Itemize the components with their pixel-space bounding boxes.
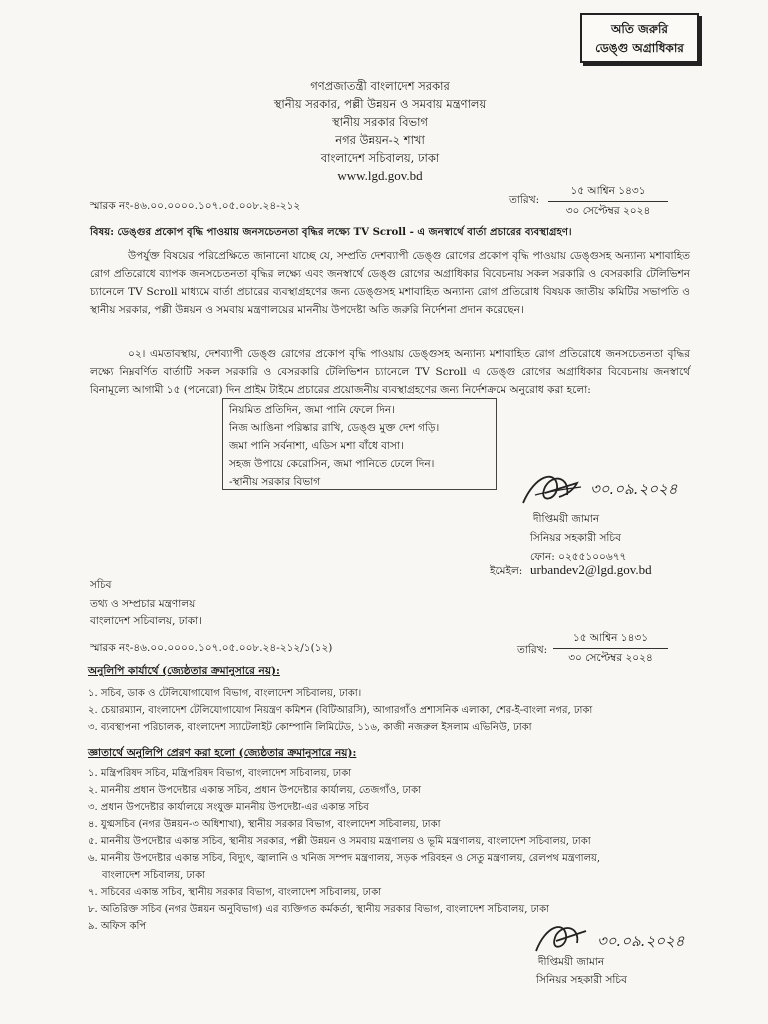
priority-line-2: ডেঙ্গু অগ্রাধিকার [595, 41, 684, 55]
date-label-2: তারিখ: [517, 644, 548, 656]
date-gregorian-2: ৩০ সেপ্টেম্বর ২০২৪ [568, 652, 653, 664]
header-ministry: স্থানীয় সরকার, পল্লী উন্নয়ন ও সমবায় মন্ত্রণালয় [273, 97, 487, 111]
list-item: ১. সচিব, ডাক ও টেলিযোগাযোগ বিভাগ, বাংলাদেশ সচিবালয়, ঢাকা। [88, 688, 362, 699]
body-paragraph-1: উপর্যুক্ত বিষয়ের পরিপ্রেক্ষিতে জানানো যাচ্ছে যে, সম্প্রতি দেশব্যাপী ডেঙ্গু রোগের প্রকোপ বৃদ্ধি পাওয়ায় ডেঙ্গুসহ অন্যান্য মশাবাহিত রোগ প্রতিরোধে ব্যাপক জনসচেতনতা বৃদ্ধির লক্ষ্যে এবং জনস্বার্থে ডেঙ্গু রোগের অগ্রাধিকার বিবেচনায় সকল সরকারি ও বেসরকারি টেলিভিশন চ্যানেলে TV Scroll মাধ্যমে বার্তা প্রচারের ব্যবস্থাগ্রহণের জন্য ডেঙ্গুসহ মশাবাহিত অন্যান্য রোগ প্রতিরোধ বিষয়ক জাতীয় কমিটির সভাপতি ও স্থানীয় সরকার, পল্লী উন্নয়ন ও সমবায় মন্ত্রণালয়ের মাননীয় উপদেষ্টা অতি জরুরি নির্দেশনা প্রদান করেছেন। [90, 250, 690, 316]
header-division: স্থানীয় সরকার বিভাগ [332, 115, 428, 129]
memo-reference: স্মারক নং-৪৬.০০.০০০০.১০৭.০৫.০০৮.২৪-২১২ [90, 200, 301, 212]
priority-stamp [580, 13, 699, 63]
tv-scroll-message-box [222, 398, 497, 490]
message-line: জমা পানি সর্বনাশা, এডিস মশা বাঁধে বাসা। [229, 440, 404, 452]
list-item: ২. মাননীয় প্রধান উপদেষ্টার একান্ত সচিব, প্রধান উপদেষ্টার কার্যালয়, তেজগাঁও, ঢাকা [88, 785, 422, 796]
signatory-name-2: দীপ্তিময়ী জামান [538, 956, 605, 968]
recipient-address: বাংলাদেশ সচিবালয়, ঢাকা। [90, 615, 202, 627]
copy-action-heading: অনুলিপি কার্যার্থে (জ্যেষ্ঠতার ক্রমানুসারে নয়): [88, 665, 280, 677]
memo-reference-2: স্মারক নং-৪৬.০০.০০০০.১০৭.০৫.০০৮.২৪-২১২/১(১২) [90, 642, 333, 654]
list-item: ৮. অতিরিক্ত সচিব (নগর উন্নয়ন অনুবিভাগ) এর ব্যক্তিগত কর্মকর্তা, স্থানীয় সরকার বিভাগ, বাংলাদেশ সচিবালয়, ঢাকা [88, 904, 550, 915]
priority-line-1: অতি জরুরি [611, 22, 668, 36]
date-bangla-2: ১৫ আশ্বিন ১৪৩১ [553, 631, 668, 649]
header-branch: নগর উন্নয়ন-২ শাখা [335, 133, 425, 147]
signatory-email-label: ইমেইল: [490, 565, 523, 577]
date-gregorian: ৩০ সেপ্টেম্বর ২০২৪ [565, 205, 651, 217]
message-line: সহজ উপায়ে কেরোসিন, জমা পানিতে ঢেলে দিন। [229, 458, 435, 470]
recipient-title: সচিব [90, 579, 112, 591]
copy-info-heading: জ্ঞাতার্থে অনুলিপি প্রেরণ করা হলো (জ্যেষ্ঠতার ক্রমানুসারে নয়): [88, 747, 357, 759]
message-line: নিজ আঙিনা পরিষ্কার রাখি, ডেঙ্গু মুক্ত দেশ গড়ি। [229, 422, 440, 434]
date-bangla: ১৫ আশ্বিন ১৪৩১ [548, 184, 668, 202]
body-paragraph-2: ০২। এমতাবস্থায়, দেশব্যাপী ডেঙ্গু রোগের প্রকোপ বৃদ্ধি পাওয়ায় ডেঙ্গুসহ অন্যান্য মশাবাহিত রোগ প্রতিরোধে জনসচেতনতা বৃদ্ধির লক্ষ্যে নিম্নবর্ণিত বার্তাটি সকল সরকারি ও বেসরকারি টেলিভিশন চ্যানেলে TV Scroll এ ডেঙ্গু রোগের অগ্রাধিকার বিবেচনায় জনস্বার্থে বিনামূল্যে আগামী ১৫ (পনেরো) দিন প্রাইম টাইমে প্রচারের প্রয়োজনীয় ব্যবস্থাগ্রহণের জন্য নির্দেশক্রমে অনুরোধ করা হলো: [90, 348, 690, 396]
signature-date-2: ৩০.০৯.২০২৪ [597, 932, 685, 950]
date-label: তারিখ: [509, 194, 540, 206]
recipient-ministry: তথ্য ও সম্প্রচার মন্ত্রণালয় [90, 598, 196, 610]
list-item: ১. মন্ত্রিপরিষদ সচিব, মন্ত্রিপরিষদ বিভাগ, বাংলাদেশ সচিবালয়, ঢাকা [88, 768, 352, 779]
header-government: গণপ্রজাতন্ত্রী বাংলাদেশ সরকার [310, 79, 450, 93]
signatory-designation-2: সিনিয়র সহকারী সচিব [536, 974, 627, 986]
copy-action-list [88, 685, 592, 736]
subject-line: বিষয়: ডেঙ্গুর প্রকোপ বৃদ্ধি পাওয়ায় জনসচেতনতা বৃদ্ধির লক্ষ্যে TV Scroll - এ জনস্বার্থে বার্তা প্রচারের ব্যবস্থাগ্রহণ। [90, 226, 572, 238]
list-item: বাংলাদেশ সচিবালয়, ঢাকা [102, 870, 205, 881]
list-item: ৩. ব্যবস্থাপনা পরিচালক, বাংলাদেশ স্যাটেলাইট কোম্পানি লিমিটেড, ১১৬, কাজী নজরুল ইসলাম এভিনিউ, ঢাকা [88, 722, 532, 733]
list-item: ৪. যুগ্মসচিব (নগর উন্নয়ন-৩ অধিশাখা), স্থানীয় সরকার বিভাগ, বাংলাদেশ সচিবালয়, ঢাকা [88, 819, 441, 830]
list-item: ৭. সচিবের একান্ত সচিব, স্থানীয় সরকার বিভাগ, বাংলাদেশ সচিবালয়, ঢাকা [88, 887, 382, 898]
list-item: ৩. প্রধান উপদেষ্টার কার্যালয়ে সংযুক্ত মাননীয় উপদেষ্টা-এর একান্ত সচিব [88, 802, 369, 813]
header-secretariat: বাংলাদেশ সচিবালয়, ঢাকা [320, 151, 440, 165]
list-item: ৯. অফিস কপি [88, 921, 147, 932]
signatory-email[interactable]: urbandev2@lgd.gov.bd [530, 562, 652, 577]
signatory-phone: ফোন: ০২৫৫১০০৬৭৭ [530, 551, 627, 563]
list-item: ২. চেয়ারম্যান, বাংলাদেশ টেলিযোগাযোগ নিয়ন্ত্রণ কমিশন (বিটিআরসি), আগারগাঁও প্রশাসনিক এলাকা, শের-ই-বাংলা নগর, ঢাকা [88, 705, 593, 716]
header-website: www.lgd.gov.bd [337, 168, 423, 183]
list-item: ৫. মাননীয় উপদেষ্টার একান্ত সচিব, স্থানীয় সরকার, পল্লী উন্নয়ন ও সমবায় মন্ত্রণালয় ও ভূমি মন্ত্রণালয়, বাংলাদেশ সচিবালয়, ঢাকা [88, 836, 591, 847]
signature-date-1: ৩০.০৯.২০২৪ [590, 480, 678, 498]
message-line: নিয়মিত প্রতিদিন, জমা পানি ফেলে দিন। [229, 404, 395, 416]
signatory-designation: সিনিয়র সহকারী সচিব [530, 532, 621, 544]
list-item: ৬. মাননীয় উপদেষ্টার একান্ত সচিব, বিদ্যুৎ, জ্বালানি ও খনিজ সম্পদ মন্ত্রণালয়, সড়ক পরিবহন ও সেতু মন্ত্রণালয়, রেলপথ মন্ত্রণালয়, [88, 853, 601, 864]
signatory-name: দীপ্তিময়ী জামান [533, 513, 600, 525]
message-line: -স্থানীয় সরকার বিভাগ [229, 476, 321, 488]
copy-info-list [88, 765, 600, 935]
